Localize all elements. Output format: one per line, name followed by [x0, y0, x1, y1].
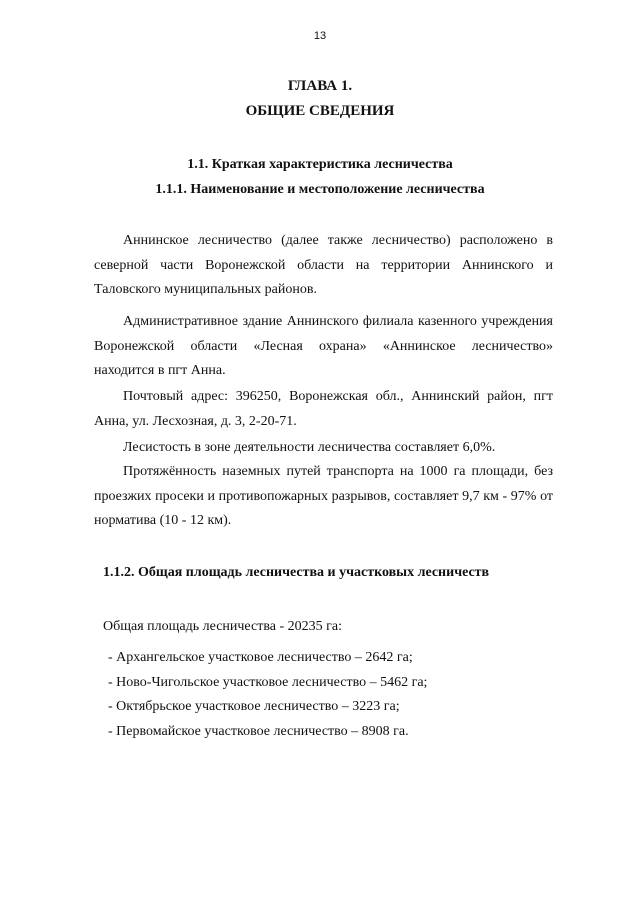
subsection-heading-location: 1.1.1. Наименование и местоположение лесничества: [155, 182, 485, 197]
paragraph-transport: [94, 460, 553, 534]
subsection-heading-area: 1.1.2. Общая площадь лесничества и участковых лесничеств: [103, 565, 490, 580]
list-item: - Ново-Чигольское участковое лесничество – 5462 га;: [108, 674, 428, 690]
chapter-subtitle: ОБЩИЕ СВЕДЕНИЯ: [245, 103, 395, 119]
paragraph-forest-cover: [94, 436, 553, 461]
list-item: - Октябрьское участковое лесничество – 3223 га;: [108, 699, 400, 714]
paragraph-text: Протяжённость наземных путей транспорта на 1000 га площади, без проезжих просеки и противопожарных разрывов, составляет 9,7 км - 97% от норматива (10 - 12 км).: [94, 464, 553, 528]
list-item: - Первомайское участковое лесничество – 8908 га.: [108, 723, 409, 739]
total-area-line: Общая площадь лесничества - 20235 га:: [103, 619, 342, 634]
section-heading: 1.1. Краткая характеристика лесничества: [187, 157, 453, 172]
paragraph-admin-building: [94, 310, 553, 384]
paragraph-postal-address: [94, 385, 553, 434]
paragraph-text: Аннинское лесничество (далее также лесничество) расположено в северной части Воронежской области на территории Аннинского и Таловского муниципальных районов.: [94, 233, 553, 297]
chapter-title: ГЛАВА 1.: [287, 78, 353, 94]
paragraph-location: [94, 229, 553, 303]
paragraph-text: Лесистость в зоне деятельности лесничества составляет 6,0%.: [123, 440, 496, 455]
paragraph-text: Административное здание Аннинского филиала казенного учреждения Воронежской области «Лесная охрана» «Аннинское лесничество» находится в пгт Анна.: [94, 314, 553, 378]
district-area-list: [108, 646, 427, 744]
paragraph-text: Почтовый адрес: 396250, Воронежская обл., Аннинский район, пгт Анна, ул. Лесхозная, д. 3, 2-20-71.: [94, 389, 553, 429]
list-item: - Архангельское участковое лесничество – 2642 га;: [108, 650, 413, 665]
page-number: 13: [313, 30, 327, 42]
